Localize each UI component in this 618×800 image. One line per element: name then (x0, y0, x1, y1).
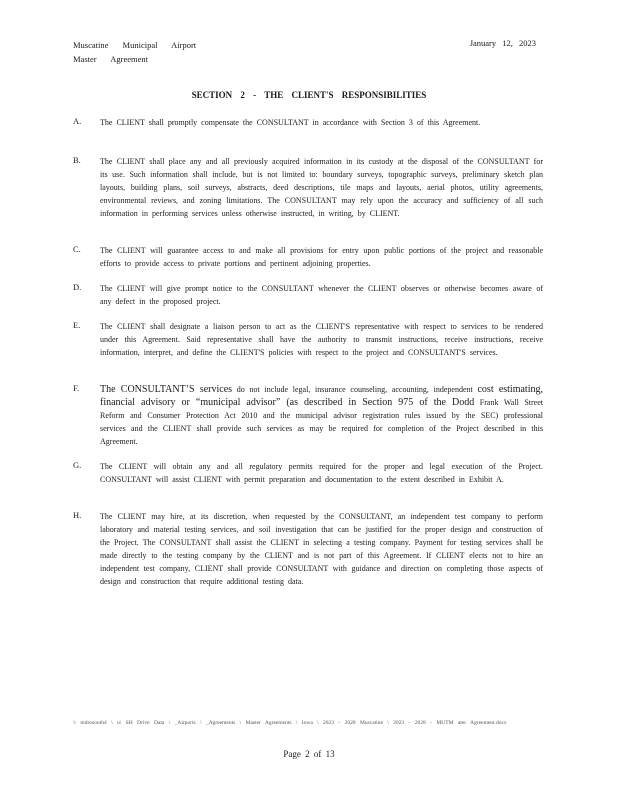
section-letter: C. (73, 244, 81, 254)
section-letter: D. (73, 282, 82, 292)
section-letter: H. (73, 510, 82, 520)
section-letter: E. (73, 320, 81, 330)
section-title: SECTION 2 - THE CLIENT'S RESPONSIBILITIES (191, 90, 427, 100)
header-agreement-name: Master Agreement (73, 54, 149, 64)
header-airport-name: Muscatine Municipal Airport (73, 40, 197, 50)
document-header-left (73, 38, 196, 66)
section-letter: G. (73, 460, 82, 470)
section-letter: B. (73, 155, 81, 165)
section-text: The CLIENT shall promptly compensate the CONSULTANT in accordance with Section 3 of this Agreement. (100, 118, 481, 127)
section-text: The CLIENT shall place any and all previously acquired information in its custody at the disposal of the CONSULTANT for its use. Such information shall include, but is not limited to: boundary surveys, topographic surveys, preliminary sketch plan layouts, building plans, soil surveys, abstracts, deed descriptions, tile maps and layouts, aerial photos, utility agreements, environmental reviews, and zoning limitations. The CONSULTANT may rely upon the accuracy and sufficiency of all such information in performing services unless otherwise instructed, in writing, by CLIENT. (100, 157, 543, 218)
section-text: The CLIENT shall designate a liaison person to act as the CLIENT'S representative with respect to services to be rendered under this Agreement. Said representative shall have the authority to transmit instructions, receive instructions, receive information, interpret, and define the CLIENT'S policies with respect to the project and CONSULTANT'S services. (100, 322, 543, 357)
section-text: The CLIENT may hire, at its discretion, when requested by the CONSULTANT, an independent test company to perform laboratory and material testing services, and soil investigation that can be justified for the proper design and construction of the Project. The CONSULTANT shall assist the CLIENT in selecting a testing company. Payment for testing services shall be made directly to the testing company by the CLIENT and is not part of this Agreement. If CLIENT elects not to hire an independent test company, CLIENT shall provide CONSULTANT with guidance and direction on completing those aspects of design and construction that require additional testing data. (100, 512, 543, 586)
section-text-part: do not include legal, insurance counseling, accounting, independent (232, 385, 478, 394)
footer-file-path: \\ mdrosouth4 \ u\ SH Drive Data \ _Airports \ _Agreements \ Master Agreements \ Iowa \ 2023 - 2028 Muscatine \ 2023 - 2028 - MUTM ater Agreement.docx (73, 720, 507, 726)
section-text-part: The CONSULTANT’S services (100, 384, 233, 395)
section-text: The CLIENT will obtain any and all regulatory permits required for the proper and legal execution of the Project. CONSULTANT will assist CLIENT with permit preparation and documentation to the extent described in Exhibit A. (100, 462, 543, 484)
section-text: The CLIENT will guarantee access to and make all provisions for entry upon public portions of the project and reasonable efforts to provide access to private portions and pertinent adjoining properties. (100, 246, 543, 268)
section-letter: F. (73, 383, 80, 393)
section-text (100, 383, 543, 448)
section-text-part: Frank Wall Street Reform and Consumer Protection Act 2010 and the municipal advisor registration rules issued by the SEC) professional services and the CLIENT shall provide such services as may be required for completion of the Project described in this Agreement. (100, 398, 544, 446)
section-text-part: cost estimating, financial advisory or “municipal advisor” (as described in Section 975 of the Dodd (100, 384, 543, 408)
section-text: The CLIENT will give prompt notice to the CONSULTANT whenever the CLIENT observes or otherwise becomes aware of any defect in the proposed project. (100, 284, 543, 306)
page-number: Page 2 of 13 (283, 749, 335, 759)
section-letter: A. (73, 116, 82, 126)
header-date: January 12, 2023 (469, 38, 536, 48)
